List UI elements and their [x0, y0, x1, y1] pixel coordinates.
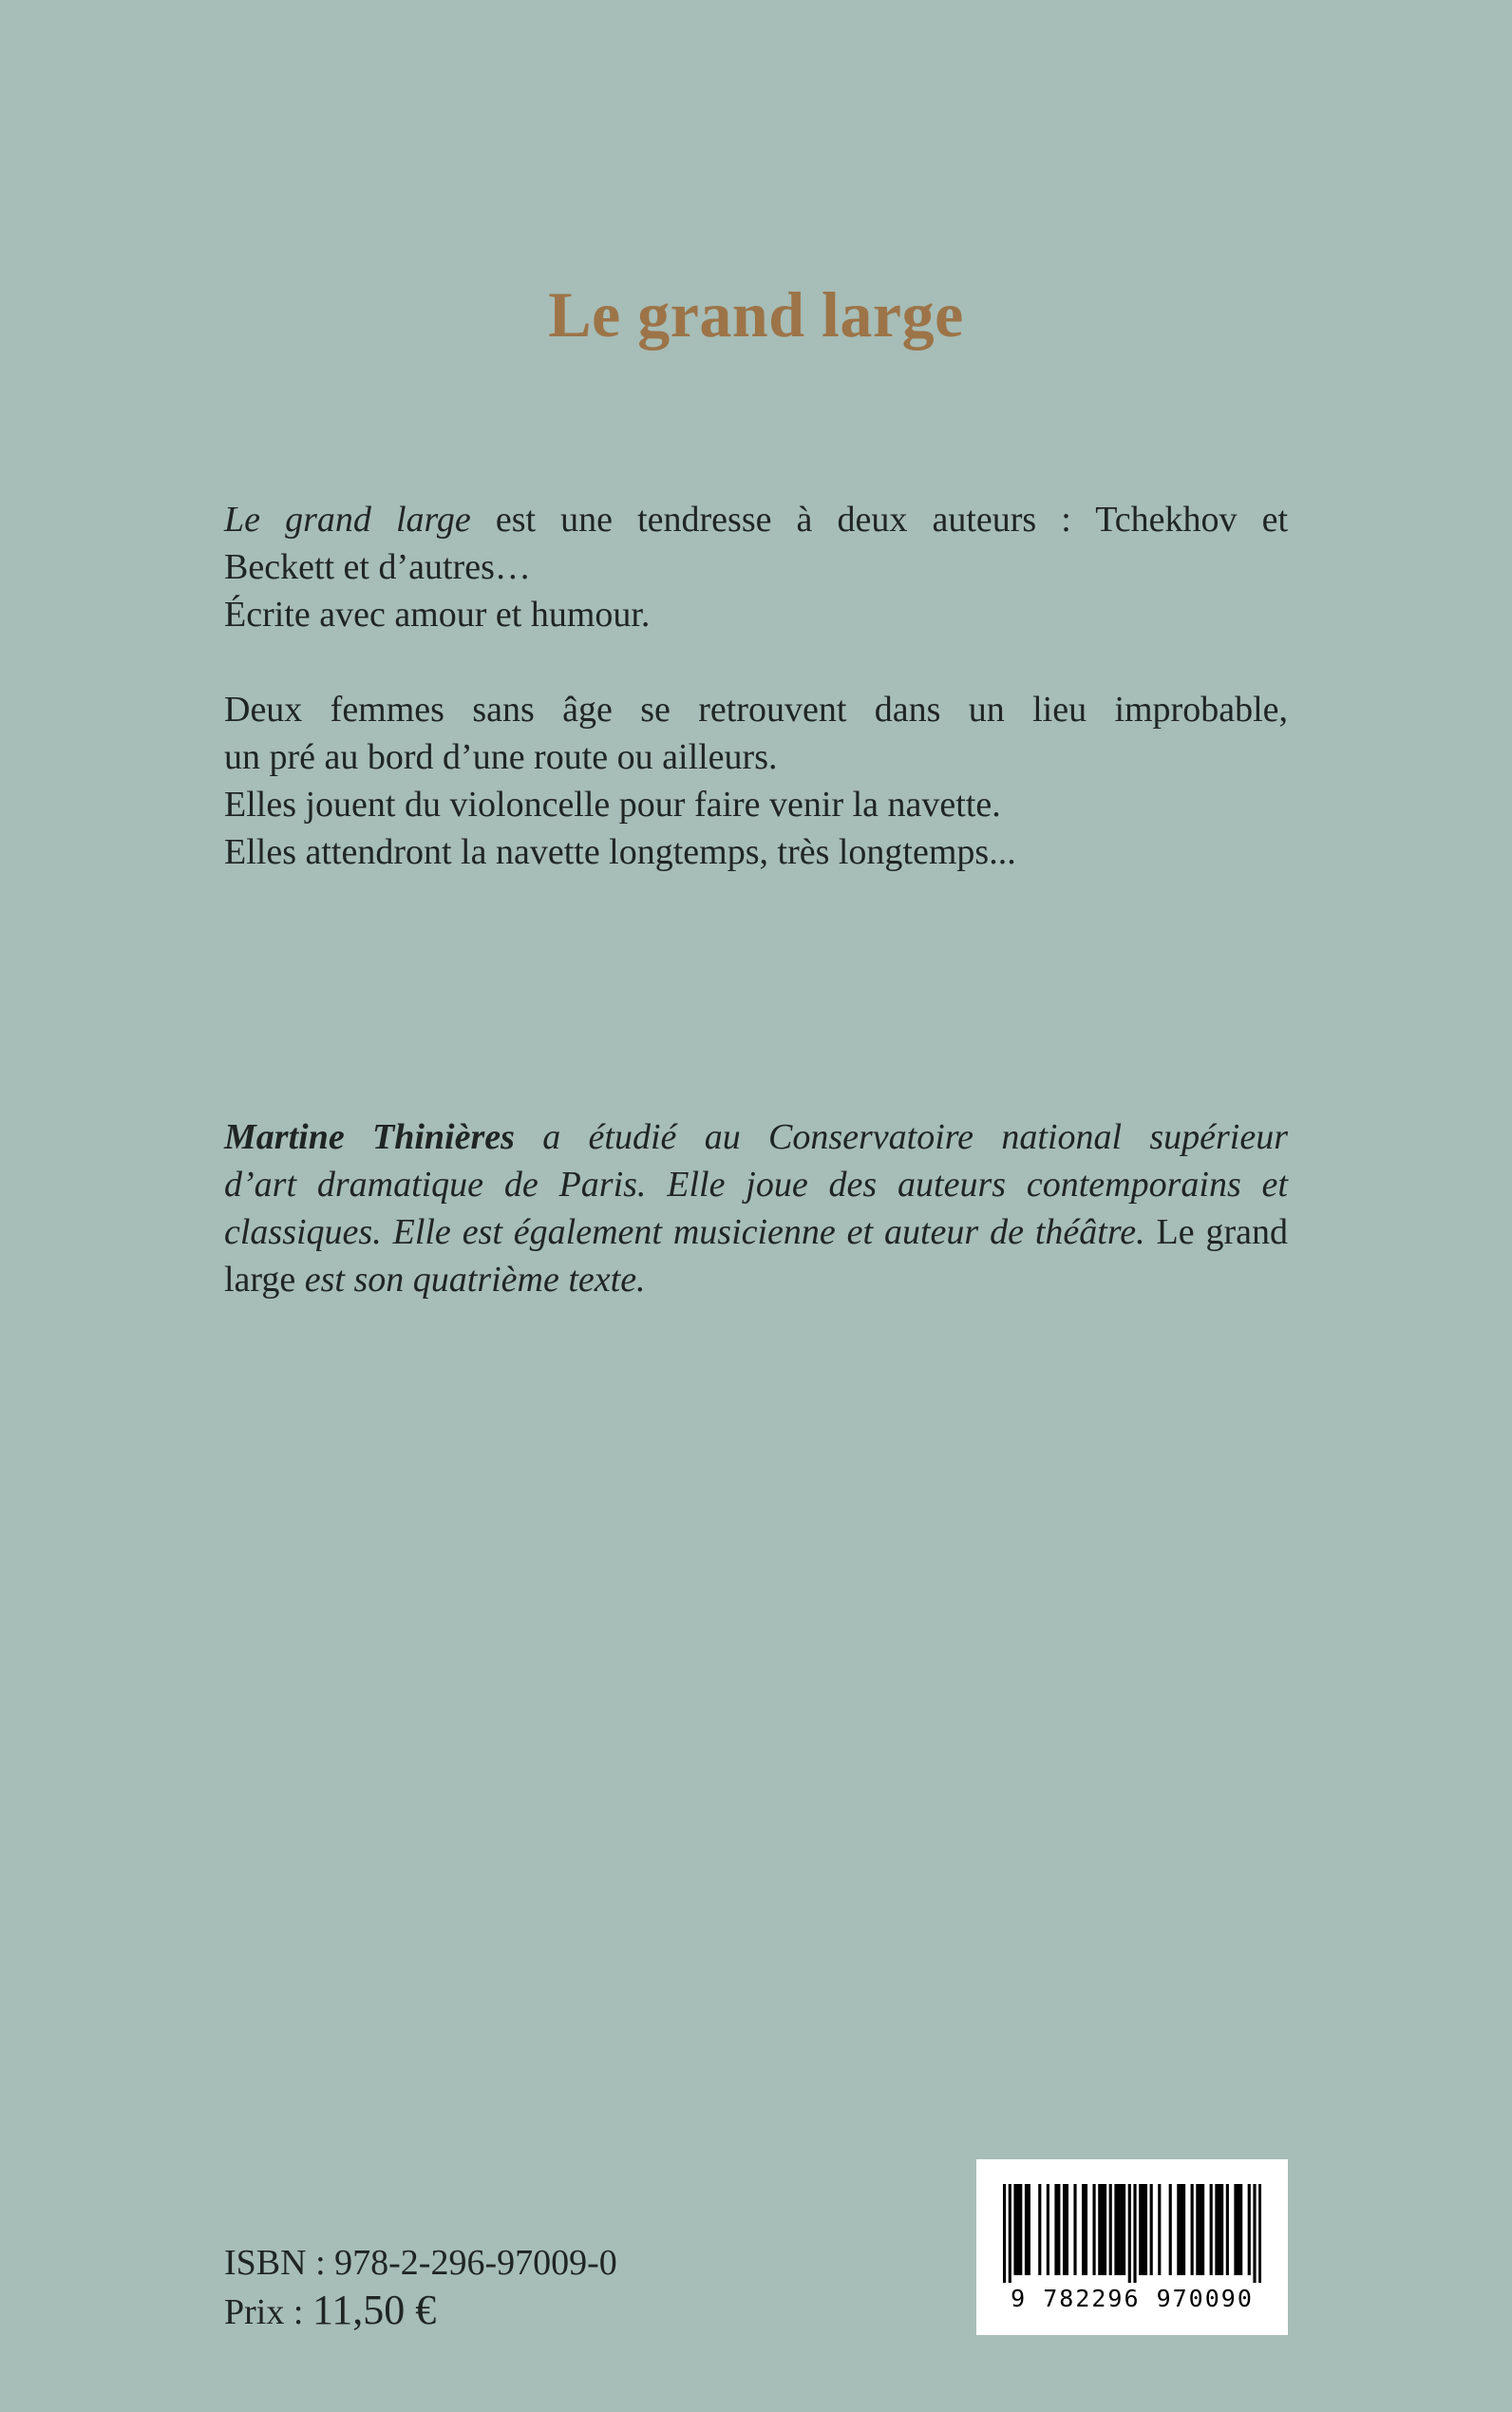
- barcode-bar: [1182, 2184, 1185, 2275]
- barcode-bar: [1054, 2184, 1057, 2275]
- barcode-bar: [1109, 2184, 1112, 2275]
- isbn-price-block: [224, 2239, 617, 2336]
- barcode-bar: [1073, 2184, 1076, 2275]
- barcode-bar: [1117, 2184, 1120, 2275]
- book-title: Le grand large: [548, 278, 964, 351]
- barcode-bar: [1139, 2184, 1142, 2275]
- barcode-bar: [1191, 2184, 1194, 2275]
- barcode-bar: [1199, 2184, 1201, 2275]
- barcode-bar: [1009, 2184, 1011, 2283]
- barcode-bar: [1128, 2184, 1131, 2283]
- barcode-bar: [1210, 2184, 1213, 2275]
- barcode-bar: [1013, 2184, 1016, 2275]
- barcode-bars: [1003, 2184, 1261, 2283]
- barcode-bar: [1201, 2184, 1204, 2275]
- barcode-bar: [1169, 2184, 1172, 2275]
- barcode-bar: [1082, 2184, 1085, 2275]
- blurb-line: [224, 496, 1288, 543]
- barcode-bar: [1003, 2184, 1006, 2283]
- barcode-bar: [1057, 2184, 1060, 2275]
- barcode-bar: [1019, 2184, 1022, 2275]
- barcode-bar: [1038, 2184, 1041, 2275]
- bio-line: [224, 1161, 1288, 1208]
- bio-title-roman: Le grand: [1144, 1212, 1288, 1252]
- barcode-bar: [1220, 2184, 1223, 2275]
- bio-text: classiques. Elle est également musicienne et auteur de théâtre.: [224, 1212, 1145, 1252]
- barcode-bar: [1177, 2184, 1180, 2275]
- barcode-bar: [1104, 2184, 1106, 2275]
- barcode-bar: [1101, 2184, 1104, 2275]
- barcode-digits: 9 782296 970090: [1011, 2285, 1254, 2312]
- barcode-bar: [1133, 2184, 1136, 2283]
- price-value: 11,50 €: [312, 2287, 437, 2333]
- bio-text: est son quatrième texte.: [295, 1260, 646, 1300]
- barcode: [976, 2159, 1288, 2335]
- barcode-bar: [1016, 2184, 1019, 2275]
- isbn-line: ISBN : 978-2-296-97009-0: [224, 2243, 617, 2283]
- blurb-line: un pré au bord d’une route ou ailleurs.: [224, 737, 778, 777]
- blurb-paragraph-1: [224, 496, 1288, 638]
- bio-text: a étudié au Conservatoire national supérieur: [514, 1117, 1288, 1157]
- barcode-bar: [1144, 2184, 1147, 2275]
- barcode-bar: [1150, 2184, 1153, 2275]
- barcode-bar: [1248, 2184, 1251, 2275]
- bio-text: d’art dramatique de Paris. Elle joue des auteurs contemporains et: [224, 1165, 1288, 1205]
- barcode-bar: [1085, 2184, 1087, 2275]
- barcode-bar: [1196, 2184, 1199, 2275]
- barcode-bar: [1114, 2184, 1117, 2275]
- barcode-bar: [1025, 2184, 1028, 2275]
- blurb-line: Écrite avec amour et humour.: [224, 595, 651, 635]
- barcode-bar: [1098, 2184, 1101, 2275]
- barcode-bar: [1123, 2184, 1125, 2275]
- barcode-bar: [1120, 2184, 1123, 2275]
- barcode-bar: [1063, 2184, 1066, 2275]
- price-line: [224, 2287, 617, 2336]
- barcode-bar: [1092, 2184, 1095, 2275]
- barcode-bar: [1142, 2184, 1144, 2275]
- blurb-line: Beckett et d’autres…: [224, 547, 531, 587]
- author-bio: [224, 1113, 1288, 1303]
- blurb-line: Elles attendront la navette longtemps, très longtemps...: [224, 832, 1016, 872]
- barcode-bar: [1218, 2184, 1220, 2275]
- barcode-bar: [1066, 2184, 1068, 2275]
- bio-title-roman: large: [224, 1260, 296, 1300]
- barcode-bar: [1234, 2184, 1237, 2275]
- blurb-line: Elles jouent du violoncelle pour faire venir la navette.: [224, 785, 1001, 825]
- author-name: Martine Thinières: [224, 1117, 515, 1157]
- bio-line: [224, 1208, 1288, 1256]
- barcode-bar: [1028, 2184, 1030, 2275]
- blurb-text: est une tendresse à deux auteurs : Tchekhov et: [470, 500, 1289, 540]
- barcode-bar: [1180, 2184, 1182, 2275]
- barcode-bar: [1158, 2184, 1161, 2275]
- barcode-bar: [1215, 2184, 1218, 2275]
- blurb-title-italic: Le grand large: [224, 500, 471, 540]
- barcode-bar: [1226, 2184, 1229, 2275]
- price-label: Prix :: [224, 2292, 312, 2332]
- barcode-bar: [1237, 2184, 1239, 2275]
- bio-line: [224, 1113, 1288, 1161]
- barcode-bar: [1047, 2184, 1049, 2275]
- blurb-paragraph-2: [224, 686, 1288, 876]
- barcode-bar: [1253, 2184, 1256, 2283]
- blurb-line: Deux femmes sans âge se retrouvent dans un lieu improbable,: [224, 690, 1288, 730]
- bio-line: [224, 1256, 1288, 1303]
- barcode-bar: [1239, 2184, 1242, 2275]
- barcode-bar: [1258, 2184, 1261, 2283]
